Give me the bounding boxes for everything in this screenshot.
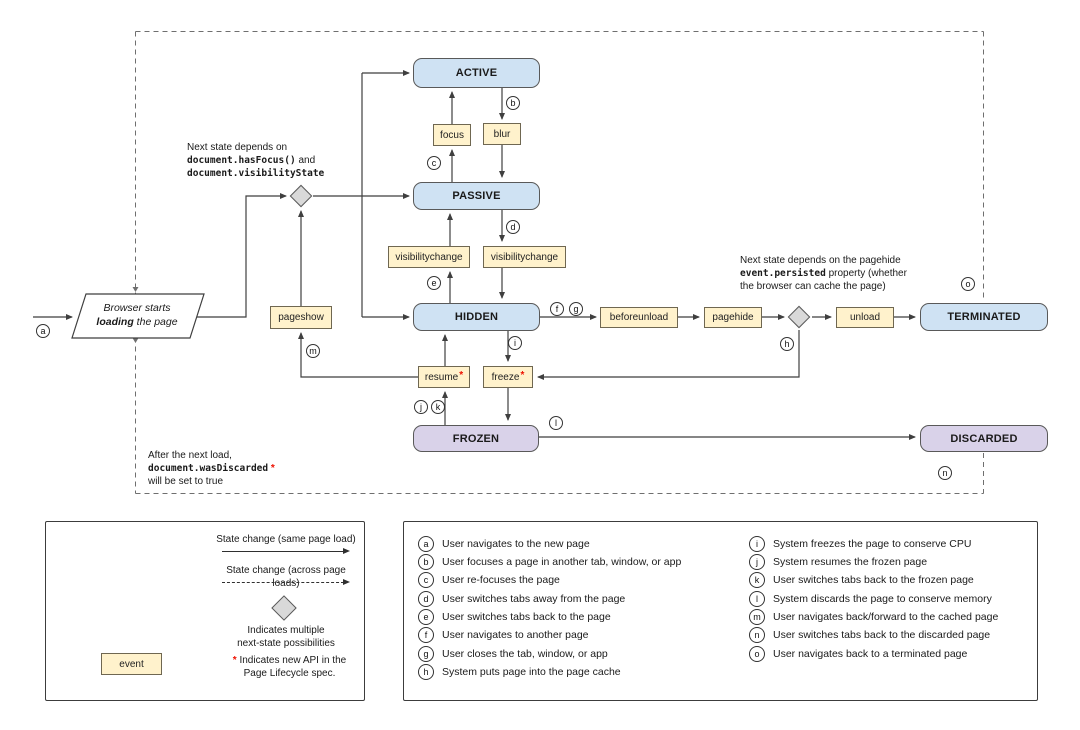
legend-item-e: e User switches tabs back to the page [418, 609, 611, 625]
legend-key-o: o [749, 646, 765, 662]
marker-l: l [549, 416, 563, 430]
legend-key-e: e [418, 609, 434, 625]
event-visibilitychange-right: visibilitychange [483, 246, 566, 268]
state-discarded: DISCARDED [920, 425, 1048, 452]
discarded-note: After the next load, document.wasDiscarded * will be set to true [148, 450, 275, 487]
legend-star-note: * Indicates new API in the Page Lifecycle spec. [232, 655, 347, 679]
marker-a: a [36, 324, 50, 338]
marker-f: f [550, 302, 564, 316]
start-node-line2: loading the page [96, 316, 178, 328]
legend-key-d: d [418, 591, 434, 607]
legend-item-l: l System discards the page to conserve memory [749, 591, 992, 607]
legend-item-o: o User navigates back to a terminated page [749, 646, 967, 662]
legend-event-box: event [101, 653, 162, 675]
legend-item-h: h System puts page into the page cache [418, 664, 621, 680]
state-terminated: TERMINATED [920, 303, 1048, 331]
marker-n: n [938, 466, 952, 480]
legend-item-g: g User closes the tab, window, or app [418, 646, 608, 662]
legend-key-g: g [418, 646, 434, 662]
state-passive: PASSIVE [413, 182, 540, 210]
legend-item-c: c User re-focuses the page [418, 572, 560, 588]
focus-note: Next state depends on document.hasFocus() and document.visibilityState [187, 142, 325, 179]
legend-key-c: c [418, 572, 434, 588]
legend-dashed-arrowhead [343, 579, 350, 585]
marker-b: b [506, 96, 520, 110]
legend-key-h: h [418, 664, 434, 680]
new-api-star: * [459, 369, 464, 381]
legend-key-b: b [418, 554, 434, 570]
marker-g: g [569, 302, 583, 316]
legend-key-m: m [749, 609, 765, 625]
legend-dashed-arrow [222, 582, 344, 583]
marker-o: o [961, 277, 975, 291]
new-api-star: * [270, 463, 275, 474]
legend-key-j: j [749, 554, 765, 570]
legend-diamond-note: Indicates multiple next-state possibilities [237, 625, 335, 649]
legend-item-f: f User navigates to another page [418, 627, 589, 643]
state-active: ACTIVE [413, 58, 540, 88]
marker-e: e [427, 276, 441, 290]
legend-item-m: m User navigates back/forward to the cached page [749, 609, 998, 625]
legend-item-d: d User switches tabs away from the page [418, 591, 625, 607]
start-node-line1: Browser starts [103, 302, 171, 314]
event-focus: focus [433, 124, 471, 146]
event-visibilitychange-left: visibilitychange [388, 246, 470, 268]
state-hidden: HIDDEN [413, 303, 540, 331]
marker-j: j [414, 400, 428, 414]
marker-d: d [506, 220, 520, 234]
marker-i: i [508, 336, 522, 350]
event-resume: resume * [418, 366, 470, 388]
state-frozen: FROZEN [413, 425, 539, 452]
event-beforeunload: beforeunload [600, 307, 678, 328]
marker-h: h [780, 337, 794, 351]
legend-key-a: a [418, 536, 434, 552]
marker-m: m [306, 344, 320, 358]
legend-solid-arrow [222, 551, 344, 552]
legend-key-l: l [749, 591, 765, 607]
legend-dashed-arrow-label: State change (across page loads) [226, 565, 346, 589]
new-api-star: * [520, 369, 525, 381]
legend-item-i: i System freezes the page to conserve CPU [749, 536, 971, 552]
legend-item-b: b User focuses a page in another tab, window, or app [418, 554, 681, 570]
event-pageshow: pageshow [270, 306, 332, 329]
legend-solid-arrowhead [343, 548, 350, 554]
legend-key-f: f [418, 627, 434, 643]
event-freeze: freeze * [483, 366, 533, 388]
pagehide-note: Next state depends on the pagehide event.persisted property (whether the browser can cache the page) [740, 255, 907, 292]
marker-k: k [431, 400, 445, 414]
legend-solid-arrow-label: State change (same page load) [216, 534, 356, 545]
event-pagehide: pagehide [704, 307, 762, 328]
legend-item-j: j System resumes the frozen page [749, 554, 927, 570]
marker-c: c [427, 156, 441, 170]
event-blur: blur [483, 123, 521, 145]
new-api-star: * [232, 655, 237, 666]
start-node [80, 301, 194, 329]
legend-item-a: a User navigates to the new page [418, 536, 590, 552]
legend-item-n: n User switches tabs back to the discarded page [749, 627, 990, 643]
legend-key-n: n [749, 627, 765, 643]
legend-item-k: k User switches tabs back to the frozen page [749, 572, 974, 588]
legend-key-i: i [749, 536, 765, 552]
event-unload: unload [836, 307, 894, 328]
legend-key-k: k [749, 572, 765, 588]
